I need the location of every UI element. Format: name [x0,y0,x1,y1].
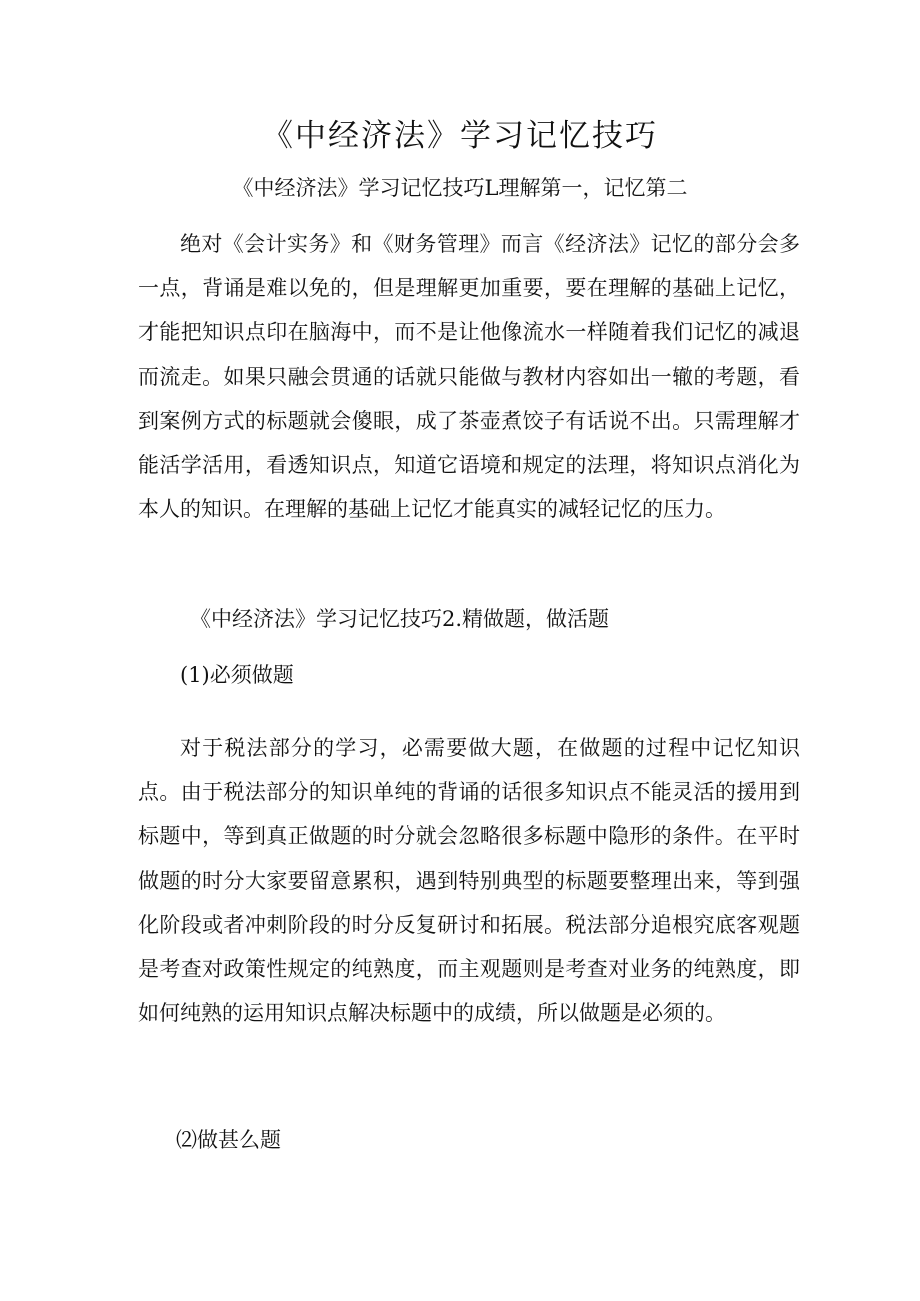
section-heading-1: 《中经济法》学习记忆技巧L理解第一，记忆第二 [232,176,688,200]
document-title: 《中经济法》学习记忆技巧 [262,118,658,154]
subheading-which-exercises: ⑵做甚么题 [176,1128,281,1152]
subheading-must-do-exercises: (1)必须做题 [180,663,294,687]
paragraph-understanding: 绝对《会计实务》和《财务管理》而言《经济法》记忆的部分会多一点，背诵是难以免的，但是理解更加重要，要在理解的基础上记忆，才能把知识点印在脑海中，而不是让他像流水一样随着我们记忆的减退而流走。如果只融会贯通的话就只能做与教材内容如出一辙的考题，看到案例方式的标题就会傻眼，成了茶壶煮饺子有话说不出。只需理解才能活学活用，看透知识点，知道它语境和规定的法理，将知识点消化为本人的知识。在理解的基础上记忆才能真实的减轻记忆的压力。 [138,232,800,522]
section-heading-2: 《中经济法》学习记忆技巧2.精做题，做活题 [190,607,610,631]
paragraph-exercises: 对于税法部分的学习，必需要做大题，在做题的过程中记忆知识点。由于税法部分的知识单纯的背诵的话很多知识点不能灵活的援用到标题中，等到真正做题的时分就会忽略很多标题中隐形的条件。在平时做题的时分大家要留意累积，遇到特别典型的标题要整理出来，等到强化阶段或者冲刺阶段的时分反复研讨和拓展。税法部分追根究底客观题是考查对政策性规定的纯熟度，而主观题则是考查对业务的纯熟度，即如何纯熟的运用知识点解决标题中的成绩，所以做题是必须的。 [138,736,800,1026]
